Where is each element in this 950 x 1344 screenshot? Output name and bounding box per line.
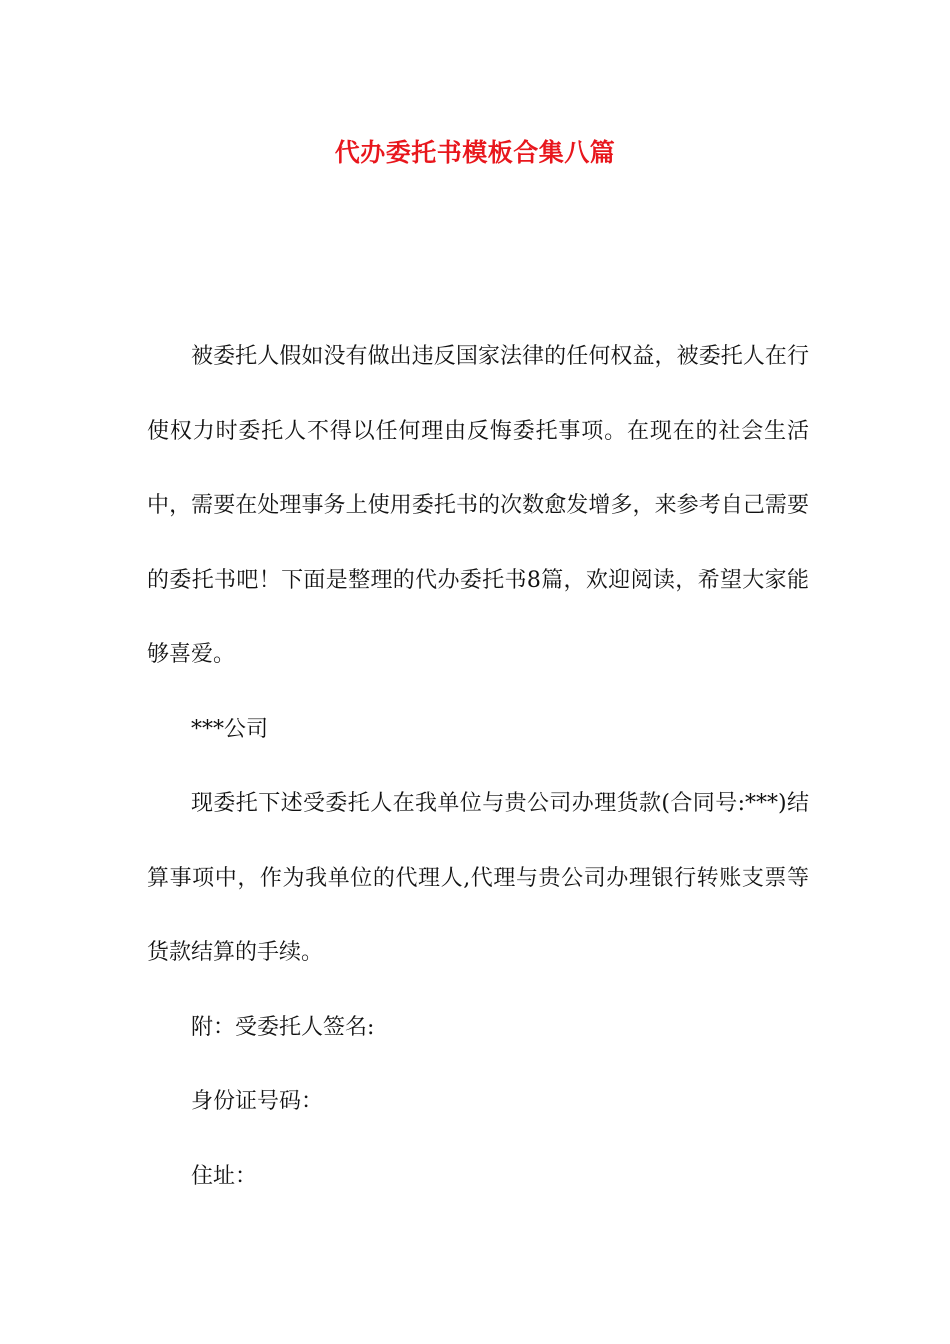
intro-paragraph: 被委托人假如没有做出违反国家法律的任何权益，被委托人在行使权力时委托人不得以任何理由反悔委托事项。在现在的社会生活中，需要在处理事务上使用委托书的次数愈发增多，来参考自己需要的委托书吧！下面是整理的代办委托书8篇，欢迎阅读，希望大家能够喜爱。 <box>147 344 809 667</box>
signature-line: 附：受委托人签名: <box>191 1014 375 1040</box>
document-body <box>147 320 809 1214</box>
addressee-line: ***公司 <box>191 716 269 742</box>
address-line: 住址： <box>191 1163 258 1189</box>
id-number-line: 身份证号码： <box>191 1089 324 1114</box>
document-title: 代办委托书模板合集八篇 <box>334 138 616 167</box>
entrustment-paragraph: 现委托下述受委托人在我单位与贵公司办理货款(合同号:***)结算事项中，作为我单位的代理人,代理与贵公司办理银行转账支票等货款结算的手续。 <box>147 791 809 965</box>
